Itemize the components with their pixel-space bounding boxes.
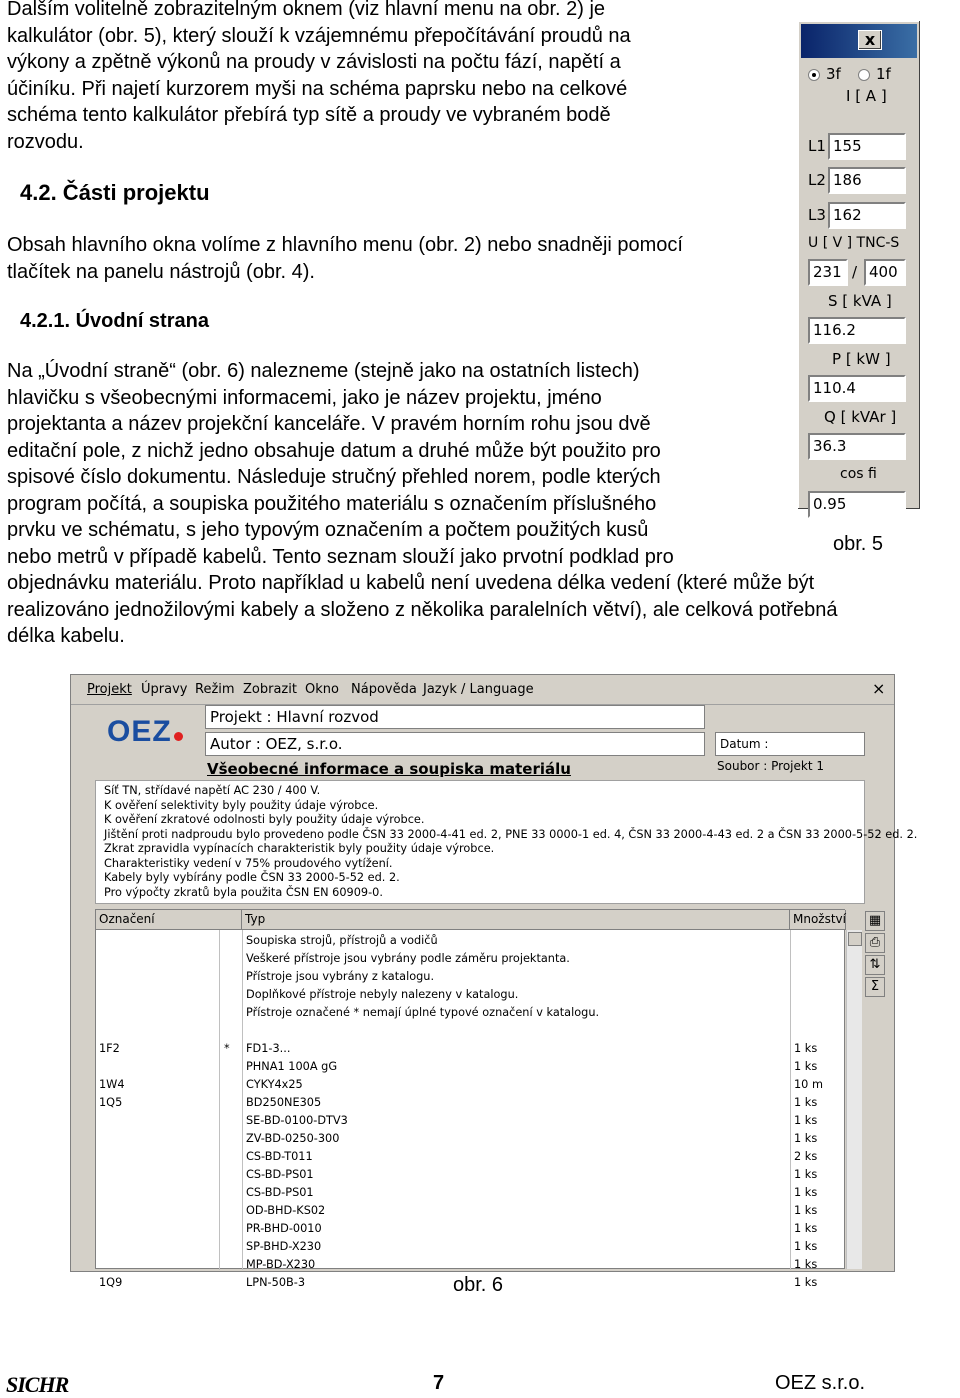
cell-star <box>224 1130 240 1148</box>
info-line: K ověření zkratové odolnosti byly použity údaje výrobce. <box>104 813 425 826</box>
table-row[interactable] <box>96 1130 846 1148</box>
text-line: hlavičku s všeobecnými informacemi, jako je název projektu, jméno <box>7 386 602 409</box>
note-row[interactable] <box>96 986 846 1004</box>
l2-label: L2 <box>808 171 826 189</box>
note-row[interactable] <box>96 932 846 950</box>
l3-input[interactable]: 162 <box>828 202 906 229</box>
table-row[interactable] <box>96 1238 846 1256</box>
calculator-body <box>806 63 912 513</box>
p-input[interactable]: 110.4 <box>808 375 906 402</box>
note-text: Doplňkové přístroje nebyly nalezeny v katalogu. <box>246 988 519 1001</box>
text-line: Dalším volitelně zobrazitelným oknem (viz hlavní menu na obr. 2) je <box>7 0 606 20</box>
cell-typ: CS-BD-PS01 <box>246 1168 314 1181</box>
info-line: Kabely byly vybírány podle ČSN 33 2000-5-52 ed. 2. <box>104 871 400 884</box>
sort-icon[interactable]: ⇅ <box>865 955 885 975</box>
figure-caption-6: obr. 6 <box>453 1274 504 1296</box>
figure-caption-5: obr. 5 <box>833 533 884 555</box>
cos-label: cos fi <box>840 466 877 482</box>
info-line: K ověření selektivity byly použity údaje výrobce. <box>104 798 379 812</box>
cell-oznaceni <box>99 1058 217 1076</box>
u-line-input[interactable]: 400 <box>864 259 906 286</box>
cell-star <box>224 1220 240 1238</box>
note-row[interactable] <box>96 968 846 986</box>
text-line: nebo metrů v případě kabelů. Tento seznam slouží jako prvotní podklad pro <box>7 545 674 568</box>
l3-label: L3 <box>808 206 826 224</box>
cell-typ: SE-BD-0100-DTV3 <box>246 1114 348 1127</box>
cell-oznaceni <box>99 1148 217 1166</box>
q-label: Q [ kVAr ] <box>824 408 897 426</box>
note-row[interactable] <box>96 950 846 968</box>
intro-paragraph <box>7 0 631 155</box>
text-line: kalkulátor (obr. 5), který slouží k vzájemnému přepočítávání proudů na <box>7 24 631 47</box>
menu-upravy[interactable]: Úpravy <box>141 682 188 697</box>
info-line: Zkrat zpravidla vypínacích charakteristik byly použity údaje výrobce. <box>104 842 495 855</box>
cell-oznaceni: 1Q9 <box>99 1276 123 1289</box>
cell-mnozstvi: 1 ks <box>794 1258 818 1271</box>
cell-mnozstvi: 1 ks <box>794 1240 818 1253</box>
text-line: editační pole, z nichž jedno obsahuje datum a druhé může být použito pro <box>7 439 661 462</box>
content-paragraph <box>7 232 683 285</box>
note-text: Veškeré přístroje jsou vybrány podle záměru projektanta. <box>246 952 570 965</box>
author-field[interactable]: Autor : OEZ, s.r.o. <box>205 732 705 756</box>
cell-mnozstvi: 1 ks <box>794 1096 818 1109</box>
note-text: Soupiska strojů, přístrojů a vodičů <box>246 934 438 947</box>
text-line: účiníku. Při najetí kurzorem myši na schéma paprsku nebo na celkové <box>7 77 628 100</box>
table-row[interactable] <box>96 1076 846 1094</box>
table-row[interactable] <box>96 1094 846 1112</box>
cell-mnozstvi: 1 ks <box>794 1222 818 1235</box>
cell-mnozstvi: 1 ks <box>794 1042 818 1055</box>
radio-3f[interactable] <box>808 69 820 81</box>
note-text: Přístroje označené * nemají úplné typové označení v katalogu. <box>246 1006 600 1019</box>
cell-star <box>224 1184 240 1202</box>
info-line: Charakteristiky vedení v 75% proudového vytížení. <box>104 856 393 870</box>
text-line: program počítá, a soupiska použitého materiálu s označením příslušného <box>7 492 657 515</box>
cell-oznaceni <box>99 1256 217 1274</box>
table-row[interactable] <box>96 1148 846 1166</box>
u-phase-input[interactable]: 231 <box>808 259 848 286</box>
file-label: Soubor : Projekt 1 <box>717 759 824 773</box>
cell-star <box>224 1274 240 1292</box>
cell-mnozstvi: 10 m <box>794 1078 823 1091</box>
company-name: OEZ s.r.o. <box>775 1372 866 1394</box>
menu-zobrazit[interactable]: Zobrazit <box>243 682 297 697</box>
close-icon[interactable]: × <box>872 679 886 698</box>
column-header-typ[interactable]: Typ <box>242 910 790 930</box>
text-line: rozvodu. <box>7 130 84 153</box>
info-line: Síť TN, střídavé napětí AC 230 / 400 V. <box>104 784 321 797</box>
cell-mnozstvi: 1 ks <box>794 1276 818 1289</box>
column-header-oznaceni[interactable]: Označení <box>96 910 242 930</box>
scrollbar-thumb[interactable] <box>848 932 862 946</box>
table-row[interactable] <box>96 1256 846 1274</box>
p-label: P [ kW ] <box>832 350 891 368</box>
page-number: 7 <box>433 1372 445 1394</box>
cell-mnozstvi: 1 ks <box>794 1168 818 1181</box>
menu-rezim[interactable]: Režim <box>195 682 235 697</box>
cell-mnozstvi: 1 ks <box>794 1114 818 1127</box>
cell-typ: SP-BHD-X230 <box>246 1240 322 1253</box>
cell-typ: BD250NE305 <box>246 1096 322 1109</box>
cell-oznaceni <box>99 1112 217 1130</box>
calculator-titlebar <box>801 24 917 58</box>
info-line: Jištění proti nadproudu bylo provedeno podle ČSN 33 2000-4-41 ed. 2, PNE 33 0000-1 ed. 4, ČSN 33 2000-4-43 ed. 2 a ČSN 33 2000-5-52 ed. 2. <box>104 827 918 841</box>
cell-oznaceni <box>99 1184 217 1202</box>
cell-star <box>224 1256 240 1274</box>
table-row[interactable] <box>96 1202 846 1220</box>
menu-bar <box>71 675 894 705</box>
cell-star: * <box>224 1042 230 1055</box>
cell-mnozstvi: 1 ks <box>794 1132 818 1145</box>
cell-oznaceni: 1W4 <box>99 1078 125 1091</box>
grid-icon[interactable]: ▦ <box>865 911 885 931</box>
table-row[interactable] <box>96 1166 846 1184</box>
standards-info-box[interactable] <box>95 780 918 904</box>
sum-icon[interactable]: Σ <box>865 977 885 997</box>
text-line: Na „Úvodní straně“ (obr. 6) nalezneme (stejně jako na ostatních listech) <box>7 360 640 382</box>
cell-mnozstvi: 1 ks <box>794 1186 818 1199</box>
menu-projekt[interactable]: Projekt <box>87 682 132 697</box>
close-button[interactable]: x <box>858 30 882 50</box>
radio-1f[interactable] <box>858 69 870 81</box>
section-heading-4-2-1: 4.2.1. Úvodní strana <box>20 310 209 332</box>
print-icon[interactable]: ⎙ <box>865 933 885 953</box>
current-label: I [ A ] <box>846 87 887 105</box>
cell-star <box>224 1202 240 1220</box>
text-line: Obsah hlavního okna volíme z hlavního menu (obr. 2) nebo snadněji pomocí <box>7 234 683 256</box>
cell-oznaceni: 1F2 <box>99 1042 120 1055</box>
info-line: Pro výpočty zkratů byla použita ČSN EN 60909-0. <box>104 885 383 899</box>
table-row[interactable] <box>96 1112 846 1130</box>
cell-typ: LPN-50B-3 <box>246 1276 306 1289</box>
voltage-label: U [ V ] TNC-S <box>808 235 900 251</box>
cell-star <box>224 1076 240 1094</box>
text-line: výkony a zpětně výkonů na proudy v závislosti na počtu fází, napětí a <box>7 51 621 73</box>
text-line: délka kabelu. <box>7 625 125 647</box>
cell-typ: CYKY4x25 <box>246 1078 303 1091</box>
text-line: realizováno jednožilovými kabely a složeno z několika paralelních větví), ale celková potřebná <box>7 598 838 621</box>
note-text: Přístroje jsou vybrány z katalogu. <box>246 970 435 983</box>
q-input[interactable]: 36.3 <box>808 433 906 460</box>
l1-input[interactable]: 155 <box>828 133 906 160</box>
section-title: Všeobecné informace a soupiska materiálu <box>207 760 571 778</box>
title-page-paragraph-continued <box>7 570 837 650</box>
column-header-mnozstvi[interactable]: Množství <box>790 910 846 930</box>
l1-label: L1 <box>808 137 826 155</box>
cell-mnozstvi: 2 ks <box>794 1150 818 1163</box>
vertical-scrollbar[interactable] <box>846 930 862 1269</box>
cell-star <box>224 1058 240 1076</box>
l2-input[interactable]: 186 <box>828 167 906 194</box>
cell-oznaceni <box>99 1202 217 1220</box>
cell-typ: CS-BD-T011 <box>246 1150 313 1163</box>
title-page-paragraph <box>7 358 674 570</box>
cell-typ: CS-BD-PS01 <box>246 1186 314 1199</box>
table-row[interactable] <box>96 1220 846 1238</box>
cell-typ: PR-BHD-0010 <box>246 1222 322 1235</box>
cell-oznaceni <box>99 1130 217 1148</box>
calculator-window <box>797 20 921 513</box>
cell-oznaceni: 1Q5 <box>99 1096 123 1109</box>
s-label: S [ kVA ] <box>828 292 892 310</box>
menu-okno[interactable]: Okno <box>305 682 339 697</box>
text-line: objednávku materiálu. Proto například u kabelů není uvedena délka vedení (které může být <box>7 572 815 594</box>
note-row[interactable] <box>96 1004 846 1022</box>
cell-star <box>224 1094 240 1112</box>
logo-text: OEZ <box>107 715 172 748</box>
cell-typ: ZV-BD-0250-300 <box>246 1132 340 1145</box>
cell-oznaceni <box>99 1166 217 1184</box>
cell-typ: PHNA1 100A gG <box>246 1060 338 1073</box>
text-line: spisové číslo dokumentu. Následuje stručný přehled norem, podle kterých <box>7 466 661 488</box>
cell-star <box>224 1148 240 1166</box>
s-input[interactable]: 116.2 <box>808 317 906 344</box>
sichr-logo: SICHR <box>6 1372 69 1397</box>
cell-star <box>224 1166 240 1184</box>
cos-input[interactable]: 0.95 <box>808 491 906 518</box>
cell-oznaceni <box>99 1220 217 1238</box>
cell-mnozstvi: 1 ks <box>794 1060 818 1073</box>
cell-typ: MP-BD-X230 <box>246 1258 316 1271</box>
section-heading-4-2: 4.2. Části projektu <box>20 180 210 205</box>
cell-star <box>224 1112 240 1130</box>
oez-logo <box>107 715 183 749</box>
cell-typ: FD1-3... <box>246 1042 291 1055</box>
text-line: prvku ve schématu, s jeho typovým označením a počtem použitých kusů <box>7 519 649 541</box>
table-row[interactable] <box>96 1058 846 1076</box>
radio-3f-label: 3f <box>826 65 841 83</box>
cell-mnozstvi: 1 ks <box>794 1204 818 1217</box>
table-row[interactable] <box>96 1040 846 1058</box>
cell-star <box>224 1238 240 1256</box>
menu-napoveda[interactable]: Nápověda <box>351 682 417 697</box>
text-line: tlačítek na panelu nástrojů (obr. 4). <box>7 260 315 283</box>
menu-language[interactable]: Jazyk / Language <box>423 682 534 697</box>
text-line: projektanta a název projekční kanceláře. V pravém horním rohu jsou dvě <box>7 413 651 435</box>
voltage-separator: / <box>852 263 858 281</box>
table-row[interactable] <box>96 1184 846 1202</box>
cell-typ: OD-BHD-KS02 <box>246 1204 326 1217</box>
radio-1f-label: 1f <box>876 65 891 83</box>
project-field[interactable]: Projekt : Hlavní rozvod <box>205 705 705 729</box>
date-field[interactable]: Datum : <box>715 732 865 756</box>
text-line: schéma tento kalkulátor přebírá typ sítě a proudy ve vybraném bodě <box>7 104 611 126</box>
cell-oznaceni <box>99 1238 217 1256</box>
logo-dot <box>174 732 183 741</box>
